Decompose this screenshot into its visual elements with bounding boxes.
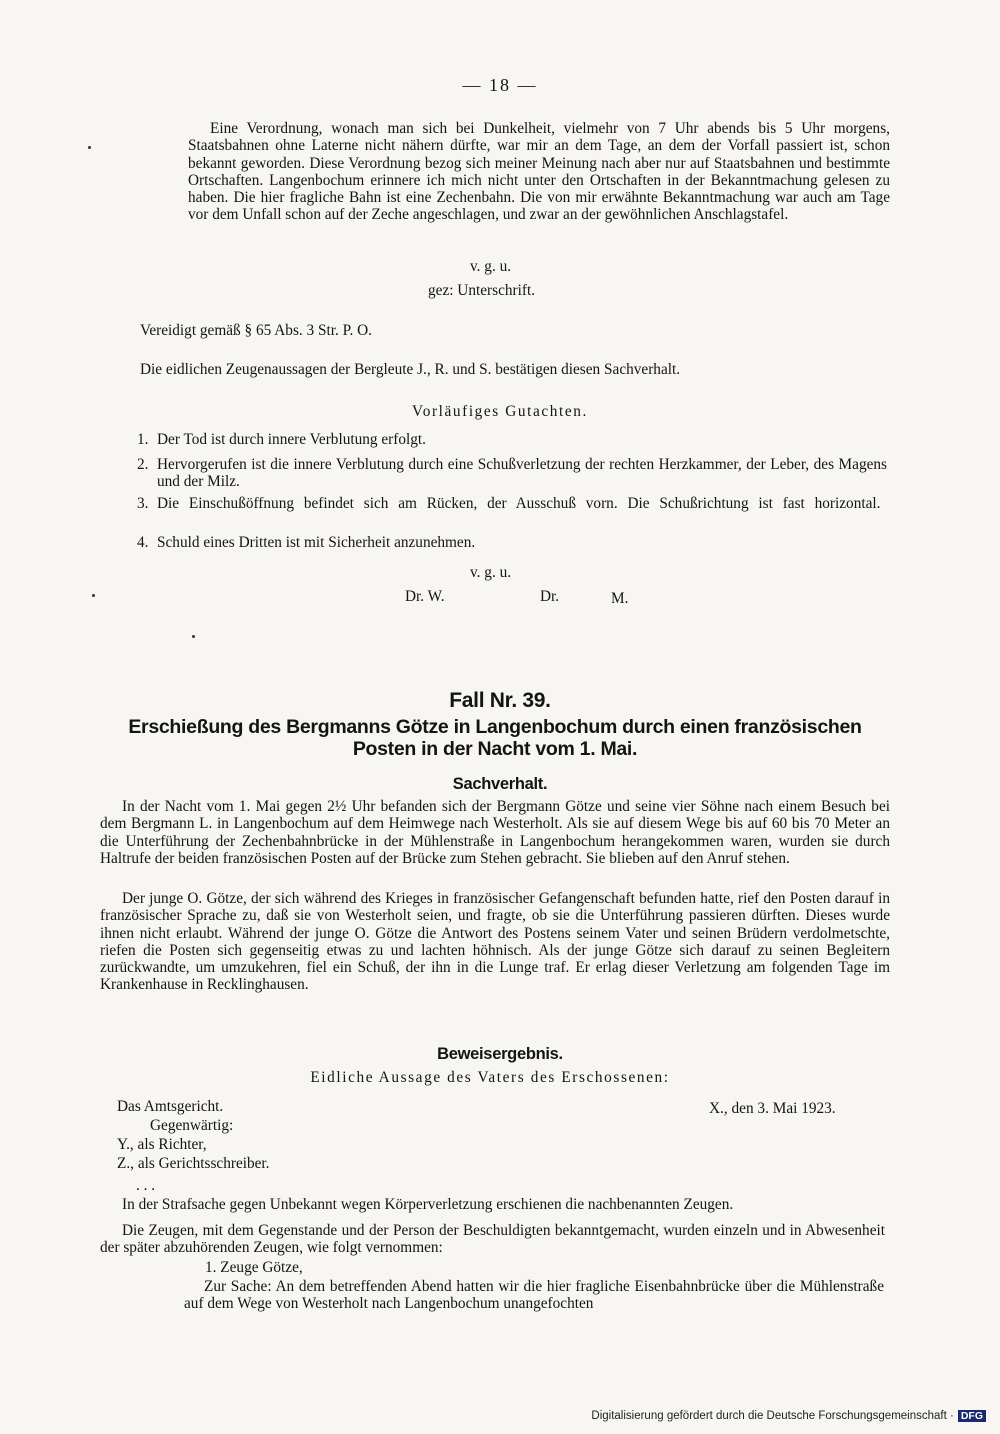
gutachten-title: Vorläufiges Gutachten. [412, 403, 588, 420]
sachverhalt-paragraph-1: In der Nacht vom 1. Mai gegen 2½ Uhr befanden sich der Bergmann Götze und seine vier Söhne nach einem Besuch bei dem Bergmann L. in Langenbochum auf dem Heimwege nach Westerholt. Als sie auf diesem Wege bis auf 60 bis 70 Meter an die Unterführung der Zechenbahnbrücke in der Mühlenstraße in Langenbochum herangekommen waren, wurden sie durch Haltrufe der beiden französischen Posten auf der Brücke zum Stehen gebracht. Sie blieben auf den Anruf stehen. [100, 798, 890, 867]
item-number: 3. [137, 495, 149, 512]
item-number: 2. [137, 456, 149, 473]
aussage-title: Eidliche Aussage des Vaters des Erschossenen: [310, 1069, 670, 1086]
vereidigt-line: Vereidigt gemäß § 65 Abs. 3 Str. P. O. [140, 322, 372, 339]
strafsache-paragraph: In der Strafsache gegen Unbekannt wegen Körperverletzung erschienen die nachbenannten Zeugen. [122, 1196, 734, 1213]
protocol-date: X., den 3. Mai 1923. [709, 1100, 836, 1117]
scan-speck [192, 635, 195, 638]
item-text: Der Tod ist durch innere Verblutung erfolgt. [157, 431, 426, 448]
witness-confirmation: Die eidlichen Zeugenaussagen der Bergleute J., R. und S. bestätigen diesen Sachverhalt. [140, 361, 681, 378]
richter: Y., als Richter, [117, 1136, 207, 1153]
case-subtitle: Erschießung des Bergmanns Götze in Langenbochum durch einen französischen Posten in der Nacht vom 1. Mai. [128, 716, 862, 760]
vgu-gutachten: v. g. u. [470, 564, 512, 581]
gutachten-item [137, 431, 887, 448]
footer-text: Digitalisierung gefördert durch die Deutsche Forschungsgemeinschaft · [591, 1410, 954, 1422]
signature-dr: Dr. [540, 588, 560, 605]
item-text: Die Einschußöffnung befindet sich am Rücken, der Ausschuß vorn. Die Schußrichtung ist fast horizontal. [157, 495, 881, 512]
sachverhalt-paragraph-2: Der junge O. Götze, der sich während des Krieges in französischer Gefangenschaft befunden hatte, rief den Posten darauf in französischer Sprache zu, daß sie von Westerholt seien, und fragte, ob sie die Unterführung passieren dürften. Dieses wurde ihnen nicht erlaubt. Während der junge O. Götze die Antwort des Postens seinem Vater und seinen Brüdern verdolmetschte, riefen die Posten sich gegenseitig etwas zu und lachten höhnisch. Als der junge Götze sich darauf zu seinen Begleitern zurückwandte, um umzukehren, fiel ein Schuß, der ihn in die Lunge traf. Er erlag dieser Verletzung am folgenden Tage im Krankenhause in Recklinghausen. [100, 890, 890, 994]
item-text: Hervorgerufen ist die innere Verblutung durch eine Schußverletzung der rechten Herzkammer, der Leber, des Magens und der Milz. [157, 456, 887, 491]
beweis-heading: Beweisergebnis. [437, 1045, 563, 1063]
vgu-top: v. g. u. [470, 258, 512, 275]
gegenwaertig: Gegenwärtig: [150, 1117, 234, 1134]
scan-speck [92, 594, 95, 597]
item-number: 1. [137, 431, 149, 448]
digitization-footer [591, 1410, 986, 1422]
item-text: Schuld eines Dritten ist mit Sicherheit anzunehmen. [157, 534, 476, 551]
amtsgericht: Das Amtsgericht. [117, 1098, 224, 1115]
vernehmung-paragraph: Die Zeugen, mit dem Gegenstande und der Person der Beschuldigten bekanntgemacht, wurden einzeln und in Abwesenheit der später abzuhörenden Zeugen, wie folgt vernommen: [100, 1222, 885, 1257]
scan-speck [88, 146, 91, 149]
omission-dots: . . . [136, 1177, 156, 1194]
gutachten-item [137, 495, 887, 512]
case-title: Fall Nr. 39. [449, 689, 551, 712]
gutachten-item [137, 534, 887, 551]
gerichtsschreiber: Z., als Gerichtsschreiber. [117, 1155, 270, 1172]
signature-m: M. [611, 590, 629, 607]
page-number: — 18 — [462, 75, 538, 95]
zur-sache-paragraph: Zur Sache: An dem betreffenden Abend hatten wir die hier fragliche Eisenbahnbrücke über die Mühlenstraße auf dem Wege von Westerholt nach Langenbochum unangefochten [184, 1278, 884, 1313]
signature-dr-w: Dr. W. [405, 588, 445, 605]
zeuge-heading: 1. Zeuge Götze, [205, 1259, 303, 1276]
sachverhalt-heading: Sachverhalt. [452, 775, 548, 793]
dfg-logo: DFG [958, 1410, 986, 1422]
gutachten-item [137, 456, 887, 491]
statement-paragraph: Eine Verordnung, wonach man sich bei Dunkelheit, vielmehr von 7 Uhr abends bis 5 Uhr morgens, Staatsbahnen ohne Laterne nicht nähern dürfte, war mir an dem Tage, an dem der Vorfall passiert ist, schon bekannt geworden. Diese Verordnung bezog sich meiner Meinung nach aber nur auf Staatsbahnen und bestimmte Ortschaften. Langenbochum erinnere ich mich nicht unter den Ortschaften in der Bekanntmachung gelesen zu haben. Die hier fragliche Bahn ist eine Zechenbahn. Die von mir erwähnte Bekanntmachung war auch am Tage vor dem Unfall schon auf der Zeche angeschlagen, und zwar an der gewöhnlichen Anschlagstafel. [188, 120, 890, 224]
gez-signature: gez: Unterschrift. [428, 282, 536, 299]
item-number: 4. [137, 534, 149, 551]
